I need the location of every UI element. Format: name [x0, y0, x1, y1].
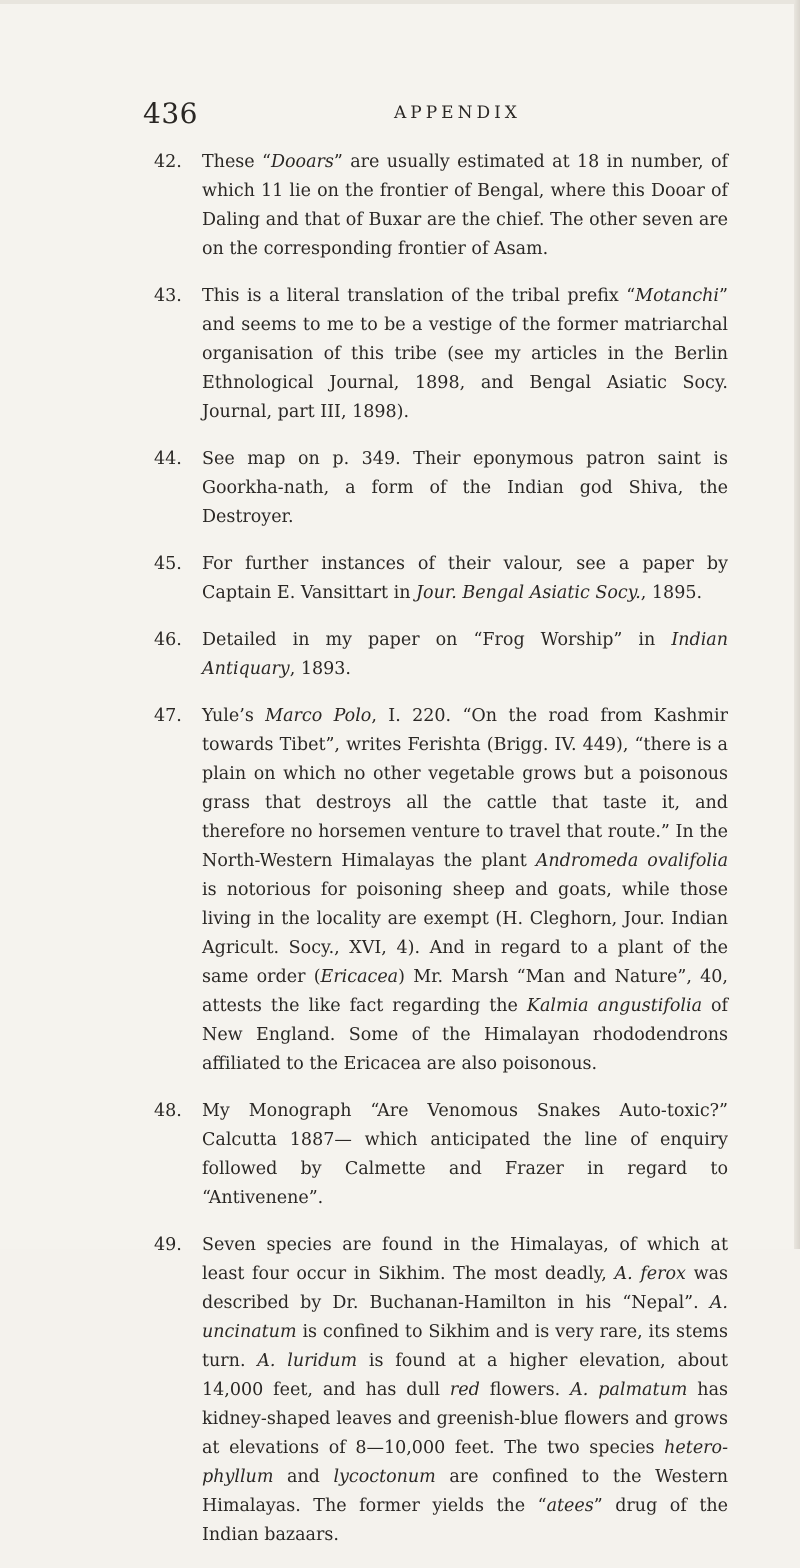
endnote-text: These “ [202, 152, 271, 172]
endnote-text: For further instances of their valour, see a paper by Captain E. Vansittart in [202, 554, 728, 603]
endnote-italic-text: Andromeda ovalifolia [535, 851, 729, 871]
endnote-text: is confined to Sikhim and is very rare, its stems turn. [202, 1322, 728, 1371]
endnote-text: ” are usually estimated at 18 in number, of which 11 lie on the frontier of Bengal, where this Dooar of Daling and that of Buxar are the chief. The other seven are on the corresponding frontier of Asam. [202, 152, 728, 259]
endnote-text: are confined to the Western Himalayas. The former yields the “ [202, 1467, 728, 1516]
endnote-italic-text: A. palmatum [570, 1380, 688, 1400]
endnote-text: , I. 220. “On the road from Kashmir towards Tibet”, writes Ferishta (Brigg. IV. 449), “there is a plain on which no other vegetable grows but a poisonous grass that destroys all the cattle that taste it, and therefore no horsemen venture to travel that route.” In the North-Western Himalayas the plant [202, 706, 728, 871]
endnote [154, 1231, 728, 1550]
endnote-text: , 1893. [289, 659, 351, 679]
endnote-italic-text: hetero-phyllum [202, 1438, 728, 1487]
endnote-text: , 1895. [640, 583, 703, 603]
endnote-italic-text: Kalmia angustifolia [526, 996, 703, 1016]
endnote-number: 42. [154, 152, 182, 172]
endnote [154, 626, 728, 684]
endnote-italic-text: Dooars [270, 152, 334, 172]
endnote-text: flowers. [479, 1380, 571, 1400]
endnote-italic-text: Marco Polo [265, 706, 372, 726]
scan-edge-right [794, 0, 800, 1249]
scan-edge-top [0, 0, 800, 4]
endnote-number: 47. [154, 706, 182, 726]
endnote-text: is notorious for poisoning sheep and goats, while those living in the locality are exempt (H. Cleghorn, Jour. Indian Agricult. Socy., XVI, 4). And in regard to a plant of the same order ( [202, 880, 728, 987]
running-head: APPENDIX [394, 103, 521, 123]
endnote [154, 148, 728, 264]
endnote-text: ” and seems to me to be a vestige of the former matriarchal organisation of this tribe (see my articles in the Berlin Ethnological Journal, 1898, and Bengal Asiatic Socy. Journal, part III, 1898). [202, 286, 728, 422]
endnote-text: ” drug of the Indian bazaars. [202, 1496, 728, 1545]
endnote-number: 45. [154, 554, 182, 574]
endnote-number: 48. [154, 1101, 182, 1121]
endnote-italic-text: A. luridum [257, 1351, 358, 1371]
endnote [154, 445, 728, 532]
endnote-italic-text: red [449, 1380, 480, 1400]
endnote-number: 49. [154, 1235, 182, 1255]
endnote-text: Detailed in my paper on “Frog Worship” in [202, 630, 672, 650]
endnote-italic-text: atees [546, 1496, 594, 1516]
endnote-italic-text: A. uncinatum [202, 1293, 728, 1342]
endnote-text: is found at a higher elevation, about 14,000 feet, and has dull [202, 1351, 728, 1400]
endnote-italic-text: Ericacea [320, 967, 399, 987]
endnote-italic-text: Indian Antiquary [202, 630, 728, 679]
endnote-text: has kidney-shaped leaves and greenish-blue flowers and grows at elevations of 8—10,000 feet. The two species [202, 1380, 728, 1458]
endnote-italic-text: A. ferox [614, 1264, 686, 1284]
endnote-text: This is a literal translation of the tribal prefix “ [202, 286, 636, 306]
endnote-text: ) Mr. Marsh “Man and Nature”, 40, attests the like fact regarding the [202, 967, 728, 1016]
endnote-number: 44. [154, 449, 182, 469]
endnote-text: Seven species are found in the Himalayas, of which at least four occur in Sikhim. The most deadly, [202, 1235, 728, 1284]
endnote [154, 282, 728, 427]
page-number: 436 [143, 97, 198, 130]
endnote-text: of New England. Some of the Himalayan rhododendrons affiliated to the Ericacea are also poisonous. [202, 996, 728, 1074]
endnote [154, 550, 728, 608]
endnote [154, 1097, 728, 1213]
endnote-number: 46. [154, 630, 182, 650]
endnotes-list [154, 148, 729, 1568]
endnote-text: and [273, 1467, 334, 1487]
endnote [154, 702, 729, 1079]
endnote-text: See map on p. 349. Their eponymous patron saint is Goorkha-nath, a form of the Indian god Shiva, the Destroyer. [202, 449, 728, 527]
endnote-italic-text: Motanchi [635, 286, 720, 306]
endnote-italic-text: lycoctonum [333, 1467, 436, 1487]
endnote-text: My Monograph “Are Venomous Snakes Auto-toxic?” Calcutta 1887— which anticipated the line of enquiry followed by Calmette and Frazer in regard to “Antivenene”. [202, 1101, 728, 1208]
endnote-number: 43. [154, 286, 182, 306]
endnote-text: was described by Dr. Buchanan-Hamilton in his “Nepal”. [202, 1264, 728, 1313]
endnote-text: Yule’s [202, 706, 266, 726]
endnote-italic-text: Jour. Bengal Asiatic Socy. [416, 583, 641, 603]
